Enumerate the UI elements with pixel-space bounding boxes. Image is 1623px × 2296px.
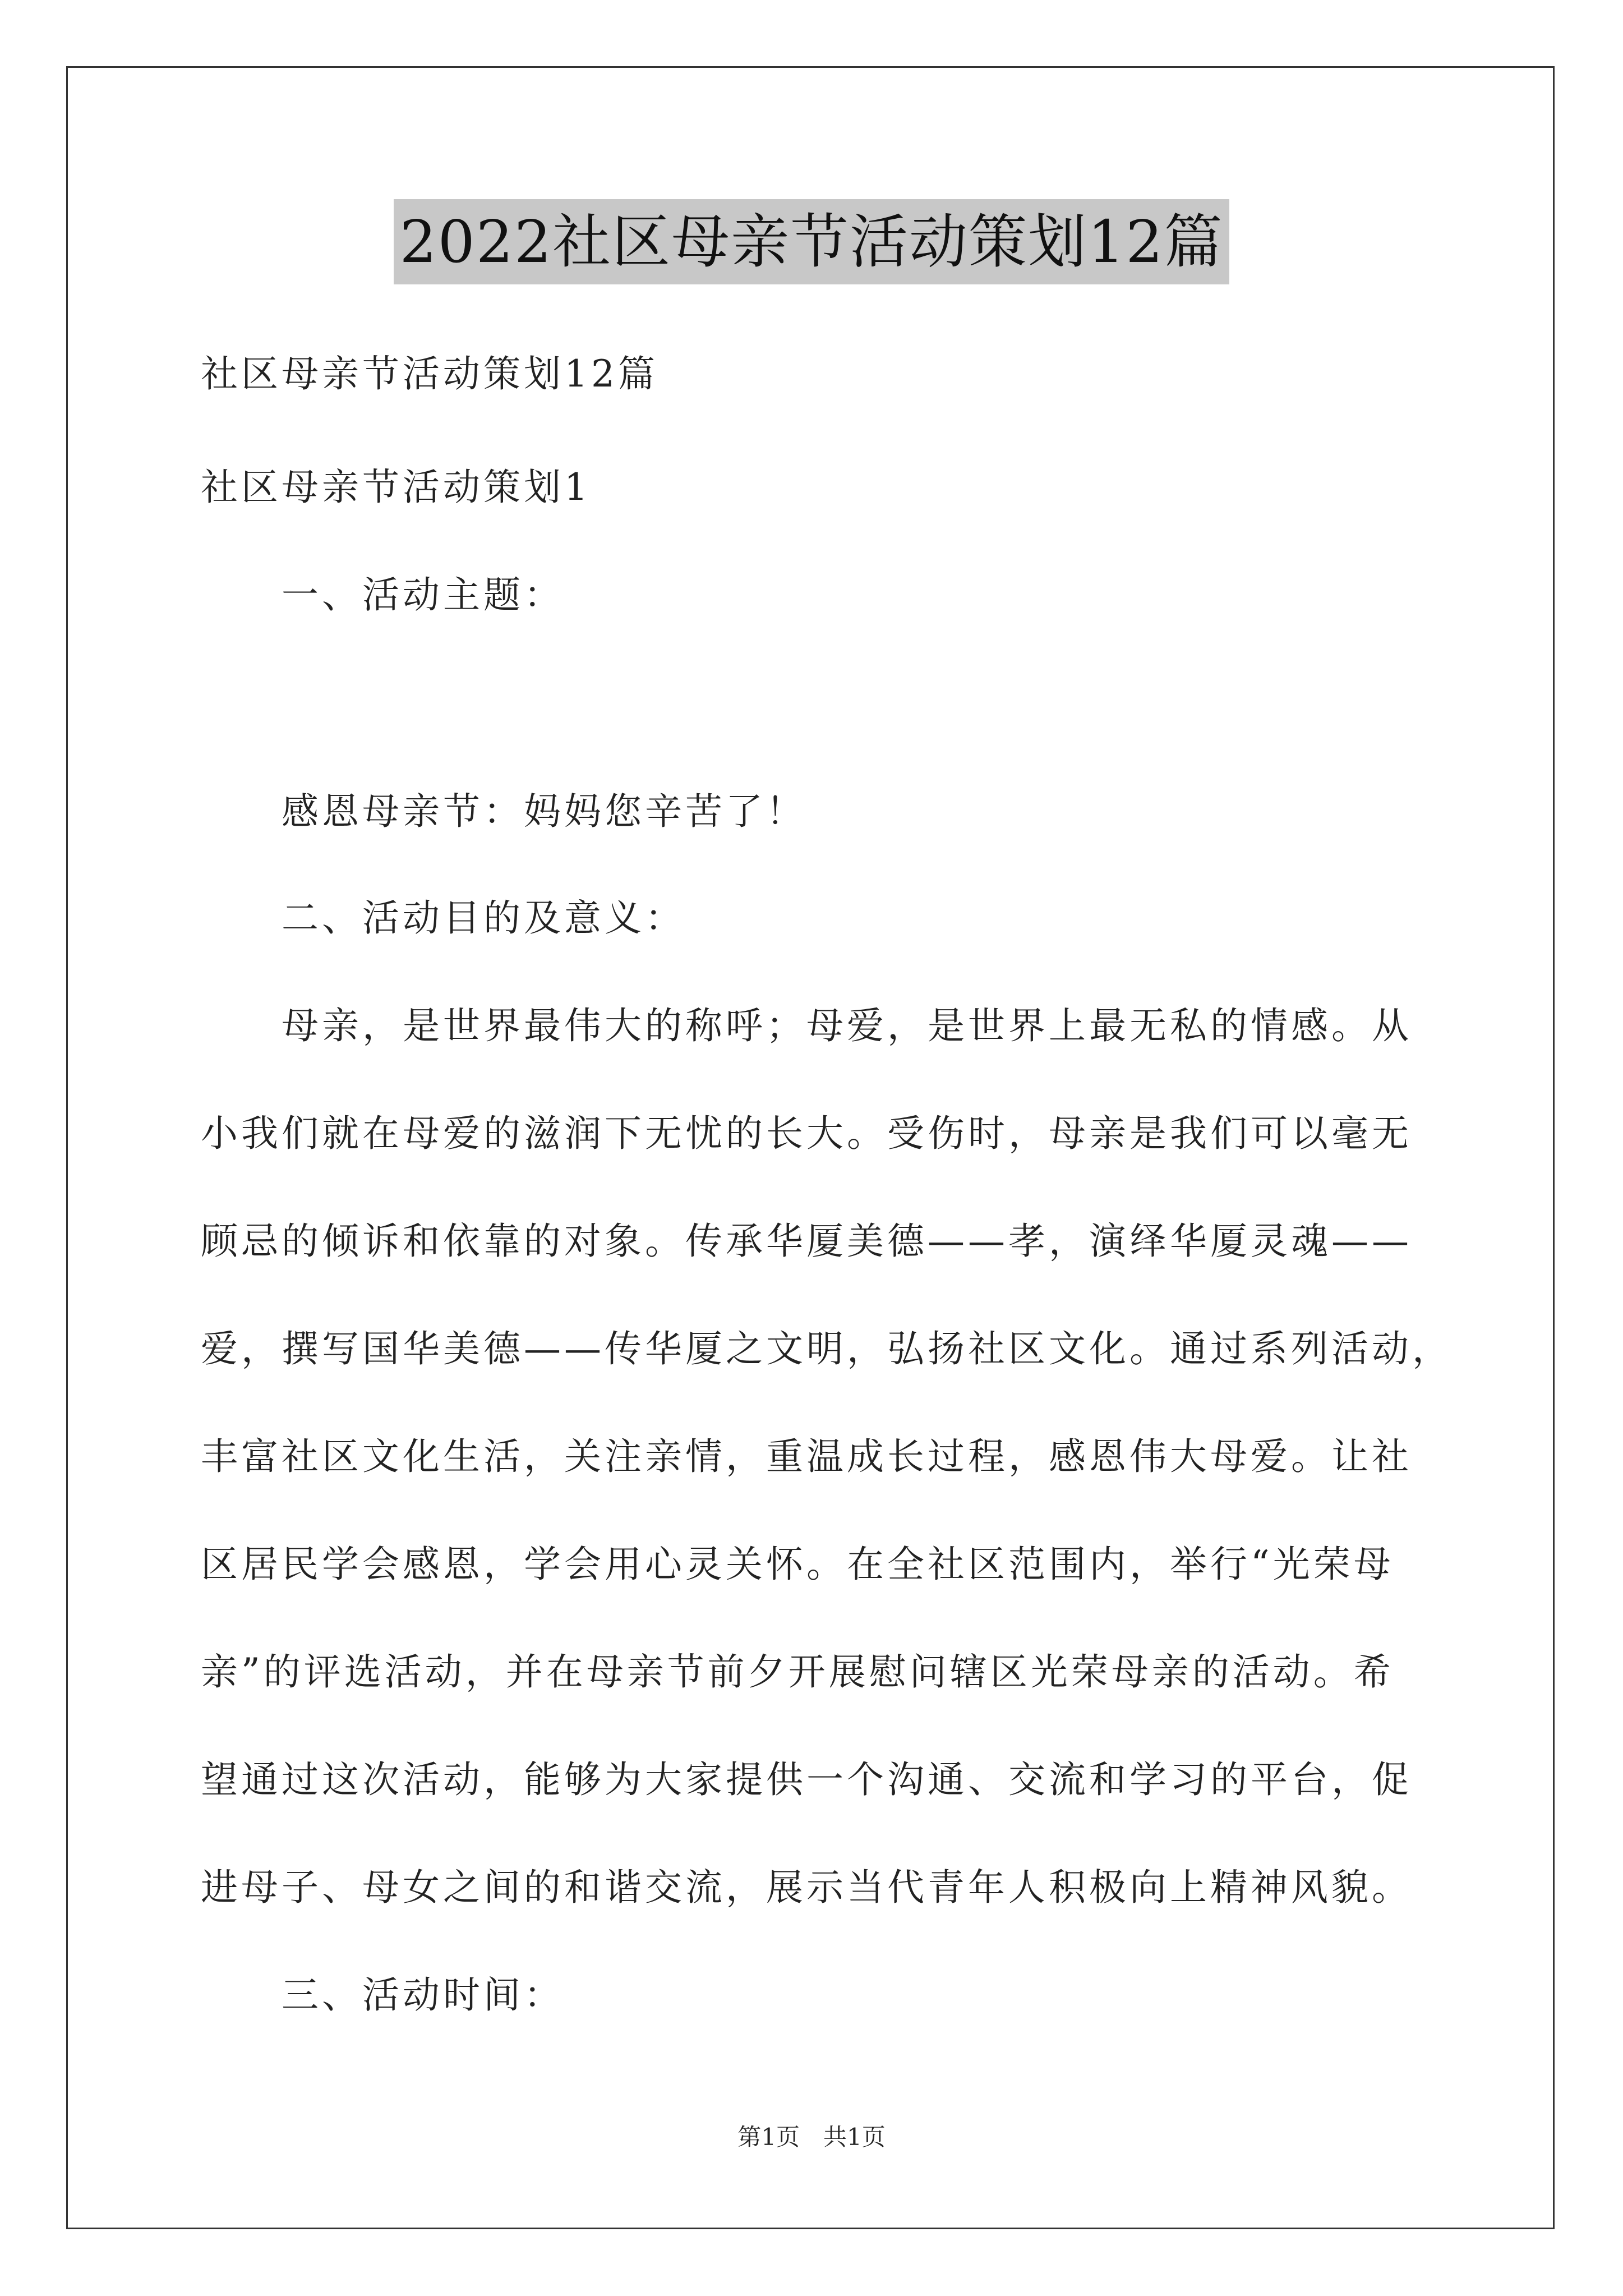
paragraph-line: 顾忌的倾诉和依靠的对象。传承华厦美德——孝，演绎华厦灵魂——: [201, 1220, 1412, 1263]
section-heading: 社区母亲节活动策划1: [201, 466, 591, 509]
theme-heading: 一、活动主题：: [282, 573, 564, 616]
subtitle: 社区母亲节活动策划12篇: [201, 352, 658, 395]
paragraph-line: 进母子、母女之间的和谐交流，展示当代青年人积极向上精神风貌。: [201, 1866, 1412, 1909]
theme-text: 感恩母亲节：妈妈您辛苦了！: [282, 790, 806, 833]
paragraph-line: 小我们就在母爱的滋润下无忧的长大。受伤时，母亲是我们可以毫无: [201, 1112, 1412, 1155]
time-heading: 三、活动时间：: [282, 1973, 564, 2017]
paragraph-line: 母亲，是世界最伟大的称呼；母爱，是世界上最无私的情感。从: [282, 1004, 1412, 1047]
paragraph-line: 区居民学会感恩，学会用心灵关怀。在全社区范围内，举行“光荣母: [201, 1543, 1394, 1586]
purpose-heading: 二、活动目的及意义：: [282, 896, 685, 940]
paragraph-line: 丰富社区文化生活，关注亲情，重温成长过程，感恩伟大母爱。让社: [201, 1435, 1412, 1478]
paragraph-line: 亲”的评选活动，并在母亲节前夕开展慰问辖区光荣母亲的活动。希: [201, 1650, 1394, 1694]
paragraph-line: 望通过这次活动，能够为大家提供一个沟通、交流和学习的平台，促: [201, 1758, 1412, 1801]
paragraph-line: 爱，撰写国华美德——传华厦之文明，弘扬社区文化。通过系列活动，: [201, 1327, 1453, 1370]
document-title: 2022社区母亲节活动策划12篇: [394, 199, 1229, 284]
page-footer: 第1页 共1页: [737, 2123, 886, 2151]
title-container: [0, 199, 1623, 284]
